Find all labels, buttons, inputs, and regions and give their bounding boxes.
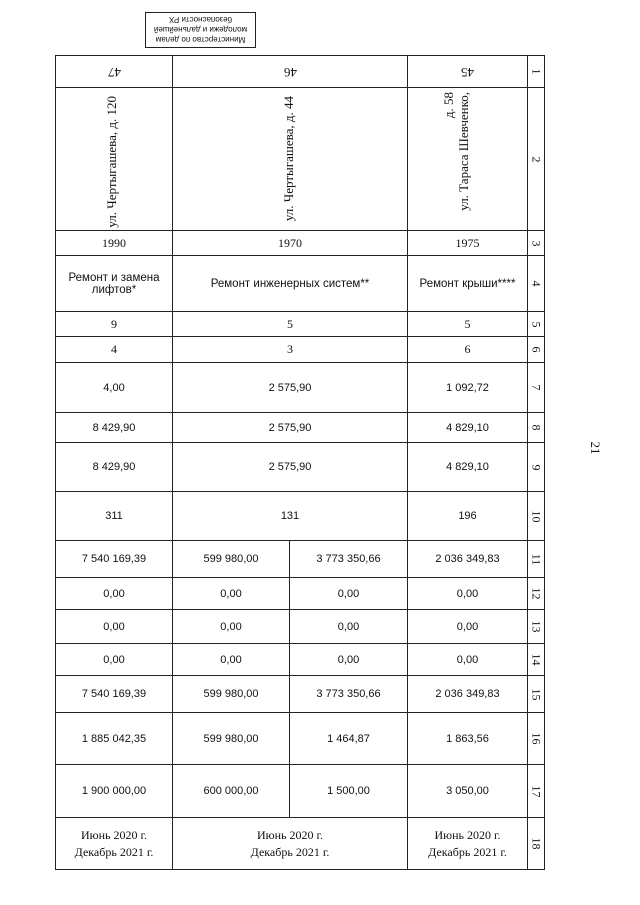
period-end: Декабрь 2021 г.: [428, 844, 507, 859]
table-row: [56, 312, 545, 337]
period-start: Июнь 2020 г.: [256, 827, 324, 842]
table-row: [56, 610, 545, 644]
row-number: 5: [528, 312, 545, 337]
stamp-line-1: Министерство по делам: [155, 35, 246, 44]
cell-year-c: 1975: [408, 231, 528, 256]
cell-v13-b-left: 0,00: [173, 610, 290, 644]
cell-v17-b-right: 1 500,00: [290, 765, 408, 818]
cell-cost11-c: 2 036 349,83: [408, 541, 528, 578]
row-number: 6: [528, 337, 545, 363]
cell-v15-a: 7 540 169,39: [56, 676, 173, 713]
official-stamp: [145, 12, 256, 48]
cell-work-a: Ремонт и замена лифтов*: [56, 256, 173, 312]
cell-year-a: 1990: [56, 231, 173, 256]
row-number: 17: [528, 765, 545, 818]
cell-floors-b: 5: [173, 312, 408, 337]
cell-v16-c: 1 863,56: [408, 713, 528, 765]
cell-cost11-b-left: 599 980,00: [173, 541, 290, 578]
cell-v14-a: 0,00: [56, 644, 173, 676]
table-row: [56, 541, 545, 578]
cell-address-b: ул. Чертыгашева, д. 44: [173, 88, 408, 231]
cell-area8-a: 8 429,90: [56, 413, 173, 443]
cell-cost11-b-right: 3 773 350,66: [290, 541, 408, 578]
repair-program-table: [55, 55, 545, 870]
row-number: 16: [528, 713, 545, 765]
table-row: [56, 818, 545, 870]
cell-entrances-c: 6: [408, 337, 528, 363]
cell-v14-b-left: 0,00: [173, 644, 290, 676]
table-row: [56, 713, 545, 765]
cell-address-c: ул. Тараса Шевченко, д. 58: [408, 88, 528, 231]
cell-work-b: Ремонт инженерных систем**: [173, 256, 408, 312]
cell-v16-b-right: 1 464,87: [290, 713, 408, 765]
cell-v12-b-left: 0,00: [173, 578, 290, 610]
table-row: [56, 765, 545, 818]
cell-area8-c: 4 829,10: [408, 413, 528, 443]
cell-index-c: 45: [408, 56, 528, 88]
cell-v13-b-right: 0,00: [290, 610, 408, 644]
stamp-line-3: безопасности РХ: [168, 15, 233, 24]
row-number: 9: [528, 443, 545, 492]
row-number: 8: [528, 413, 545, 443]
table-row: [56, 413, 545, 443]
cell-area7-b: 2 575,90: [173, 363, 408, 413]
cell-v15-c: 2 036 349,83: [408, 676, 528, 713]
period-start: Июнь 2020 г.: [434, 827, 501, 842]
cell-entrances-a: 4: [56, 337, 173, 363]
row-number: 18: [528, 818, 545, 870]
table-row: [56, 56, 545, 88]
period-start: Июнь 2020 г.: [80, 827, 148, 842]
cell-entrances-b: 3: [173, 337, 408, 363]
table-row: [56, 231, 545, 256]
cell-residents-b: 131: [173, 492, 408, 541]
cell-area7-a: 4,00: [56, 363, 173, 413]
table-row: [56, 578, 545, 610]
table-row: [56, 644, 545, 676]
cell-v16-a: 1 885 042,35: [56, 713, 173, 765]
cell-period-a: [56, 818, 173, 870]
cell-period-c: [408, 818, 528, 870]
row-number: 13: [528, 610, 545, 644]
stamp-line-2: молодежи и дальнейшей: [153, 25, 248, 34]
cell-area8-b: 2 575,90: [173, 413, 408, 443]
row-number: 1: [528, 56, 545, 88]
cell-period-b: [173, 818, 408, 870]
row-number: 15: [528, 676, 545, 713]
cell-v16-b-left: 599 980,00: [173, 713, 290, 765]
table-row: [56, 337, 545, 363]
cell-v12-c: 0,00: [408, 578, 528, 610]
cell-v14-c: 0,00: [408, 644, 528, 676]
row-number: 12: [528, 578, 545, 610]
period-end: Декабрь 2021 г.: [250, 844, 330, 859]
table-row: [56, 256, 545, 312]
row-number: 4: [528, 256, 545, 312]
cell-v17-c: 3 050,00: [408, 765, 528, 818]
table-row: [56, 676, 545, 713]
row-number: 7: [528, 363, 545, 413]
cell-index-b: 46: [173, 56, 408, 88]
cell-area9-c: 4 829,10: [408, 443, 528, 492]
period-end: Декабрь 2021 г.: [74, 844, 154, 859]
row-number: 10: [528, 492, 545, 541]
cell-area9-a: 8 429,90: [56, 443, 173, 492]
cell-floors-c: 5: [408, 312, 528, 337]
cell-residents-c: 196: [408, 492, 528, 541]
cell-v15-b-left: 599 980,00: [173, 676, 290, 713]
cell-v15-b-right: 3 773 350,66: [290, 676, 408, 713]
table-row: [56, 88, 545, 231]
table-row: [56, 443, 545, 492]
cell-v17-b-left: 600 000,00: [173, 765, 290, 818]
row-number: 3: [528, 231, 545, 256]
cell-residents-a: 311: [56, 492, 173, 541]
cell-year-b: 1970: [173, 231, 408, 256]
cell-work-c: Ремонт крыши****: [408, 256, 528, 312]
row-number: 2: [528, 88, 545, 231]
cell-v12-a: 0,00: [56, 578, 173, 610]
row-number: 11: [528, 541, 545, 578]
page-number: 21: [588, 441, 603, 455]
cell-floors-a: 9: [56, 312, 173, 337]
cell-v14-b-right: 0,00: [290, 644, 408, 676]
table-row: [56, 363, 545, 413]
cell-v13-a: 0,00: [56, 610, 173, 644]
cell-v17-a: 1 900 000,00: [56, 765, 173, 818]
table-row: [56, 492, 545, 541]
cell-v12-b-right: 0,00: [290, 578, 408, 610]
cell-index-a: 47: [56, 56, 173, 88]
cell-area9-b: 2 575,90: [173, 443, 408, 492]
cell-cost11-a: 7 540 169,39: [56, 541, 173, 578]
cell-address-a: ул. Чертыгашева, д. 120: [56, 88, 173, 231]
row-number: 14: [528, 644, 545, 676]
cell-v13-c: 0,00: [408, 610, 528, 644]
cell-area7-c: 1 092,72: [408, 363, 528, 413]
